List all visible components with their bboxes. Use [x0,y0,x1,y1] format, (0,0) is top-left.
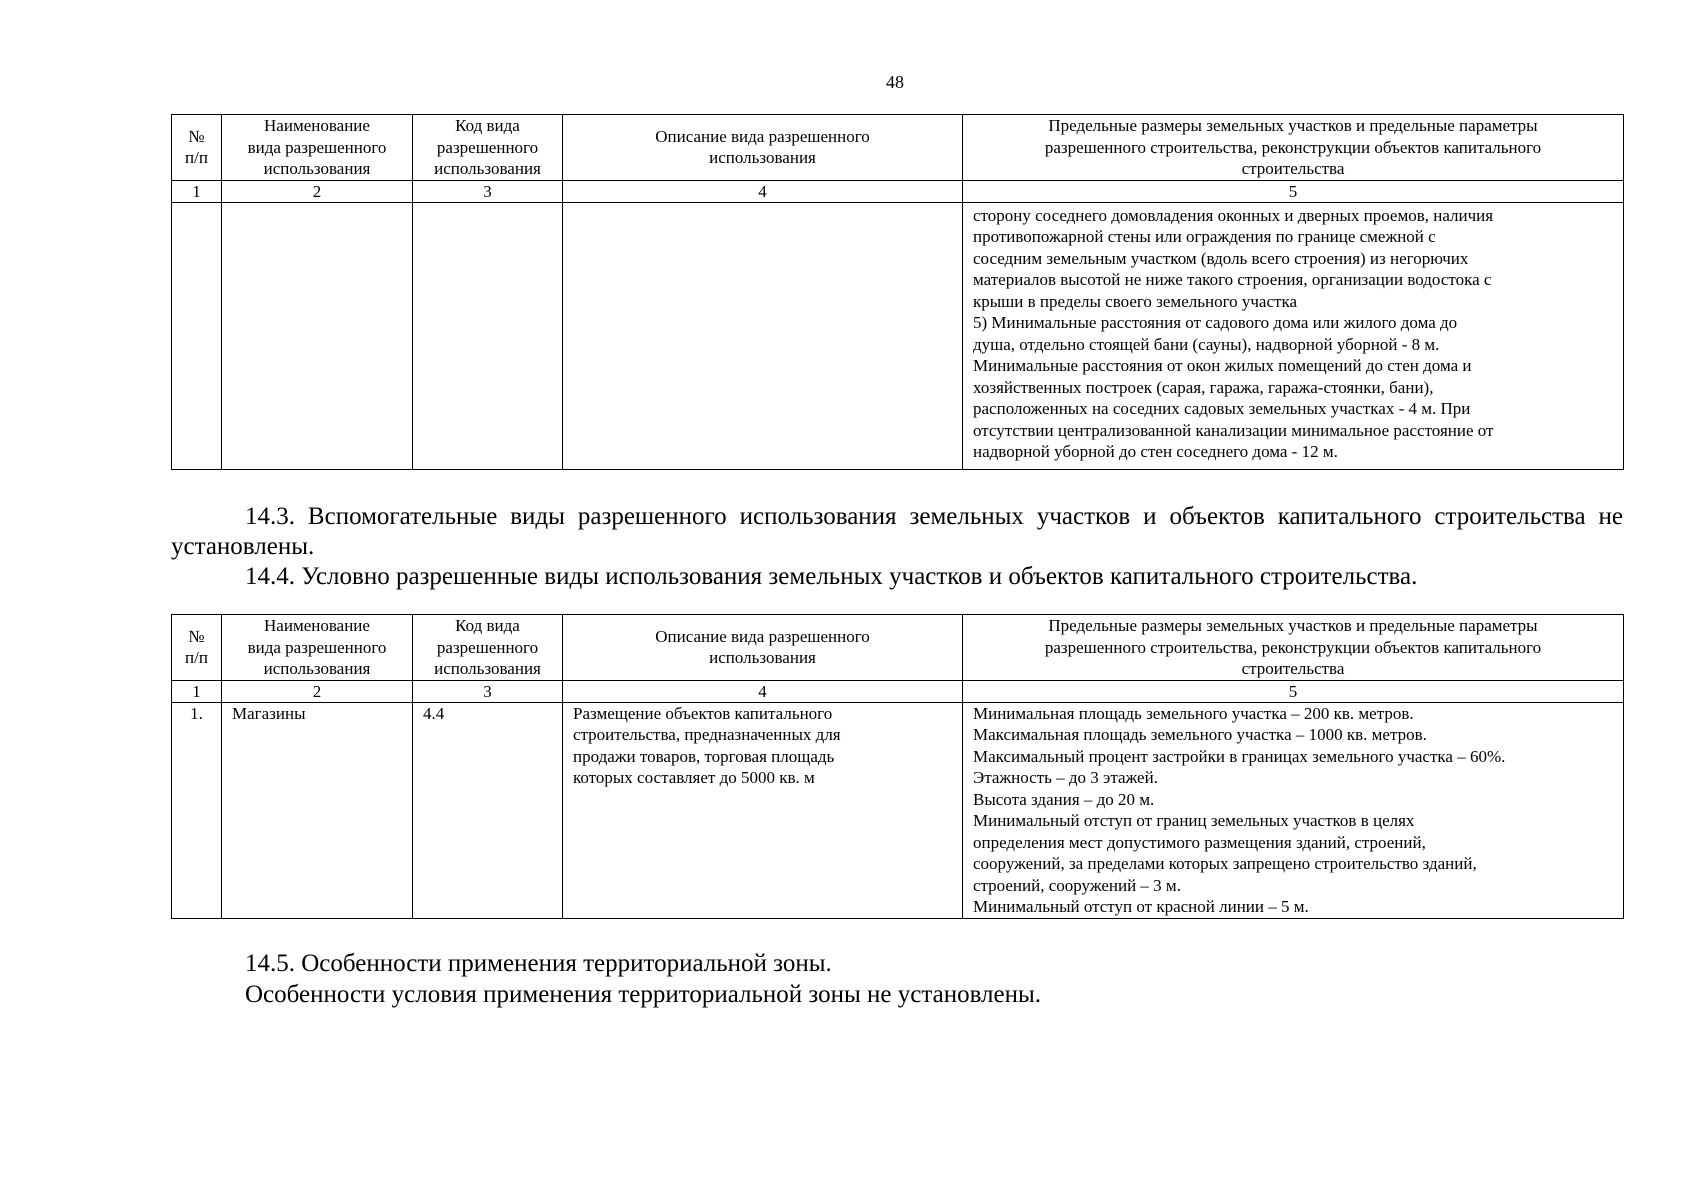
column-number: 3 [413,680,563,702]
column-numbers-row [172,180,1624,202]
table-row [172,202,1624,469]
header-limits: Предельные размеры земельных участков и предельные параметры разрешенного строительства, реконструкции объектов капитального строительства [963,615,1624,681]
cell-description [563,202,963,469]
cell-number [172,202,222,469]
header-use-name: Наименование вида разрешенного использования [222,615,413,681]
column-numbers-row [172,680,1624,702]
section-14-4-text: 14.4. Условно разрешенные виды использования земельных участков и объектов капитального строительства. [245,563,1418,590]
table-header-row [172,115,1624,181]
header-use-description: Описание вида разрешенного использования [563,615,963,681]
cell-name: Магазины [222,702,413,918]
column-number: 1 [172,680,222,702]
column-number: 2 [222,680,413,702]
cell-number: 1. [172,702,222,918]
table-main-permitted-uses [171,114,1624,470]
column-number: 1 [172,180,222,202]
header-use-code: Код вида разрешенного использования [413,615,563,681]
cell-description: Размещение объектов капитального строительства, предназначенных для продажи товаров, торговая площадь которых составляет до 5000 кв. м [563,702,963,918]
table-header-row [172,615,1624,681]
table-row [172,702,1624,918]
section-14-5-title: 14.5. Особенности применения территориальной зоны. [245,950,832,977]
header-use-code: Код вида разрешенного использования [413,115,563,181]
header-limits: Предельные размеры земельных участков и предельные параметры разрешенного строительства, реконструкции объектов капитального строительства [963,115,1624,181]
cell-params: Минимальная площадь земельного участка – 200 кв. метров. Максимальная площадь земельного участка – 1000 кв. метров. Максимальный процент застройки в границах земельного участка – 60%. Этажность – до 3 этажей. Высота здания – до 20 м. Минимальный отступ от границ земельных участков в целях определения мест допустимого размещения зданий, строений, сооружений, за пределами которых запрещено строительство зданий, строений, сооружений – 3 м. Минимальный отступ от красной линии – 5 м. [963,702,1624,918]
column-number: 4 [563,180,963,202]
column-number: 5 [963,180,1624,202]
header-use-description: Описание вида разрешенного использования [563,115,963,181]
table-conditional-uses [171,614,1624,919]
section-14-3-text: 14.3. Вспомогательные виды разрешенного использования земельных участков и объектов капитального строительства не установлены. [171,503,1623,560]
section-14-5-text: Особенности условия применения территориальной зоны не установлены. [245,981,1042,1008]
page-number: 48 [886,72,904,92]
header-use-name: Наименование вида разрешенного использования [222,115,413,181]
column-number: 4 [563,680,963,702]
column-number: 2 [222,180,413,202]
cell-name [222,202,413,469]
header-number: № п/п [172,615,222,681]
cell-code: 4.4 [413,702,563,918]
cell-params: сторону соседнего домовладения оконных и дверных проемов, наличия противопожарной стены или ограждения по границе смежной с соседним земельным участком (вдоль всего строения) из негорючих материалов высотой не ниже такого строения, организации водостока с крыши в пределы своего земельного участка 5) Минимальные расстояния от садового дома или жилого дома до душа, отдельно стоящей бани (сауны), надворной уборной - 8 м. Минимальные расстояния от окон жилых помещений до стен дома и хозяйственных построек (сарая, гаража, гаража-стоянки, бани), расположенных на соседних садовых земельных участках - 4 м. При отсутствии централизованной канализации минимальное расстояние от надворной уборной до стен соседнего дома - 12 м. [963,202,1624,469]
cell-code [413,202,563,469]
column-number: 5 [963,680,1624,702]
header-number: № п/п [172,115,222,181]
column-number: 3 [413,180,563,202]
